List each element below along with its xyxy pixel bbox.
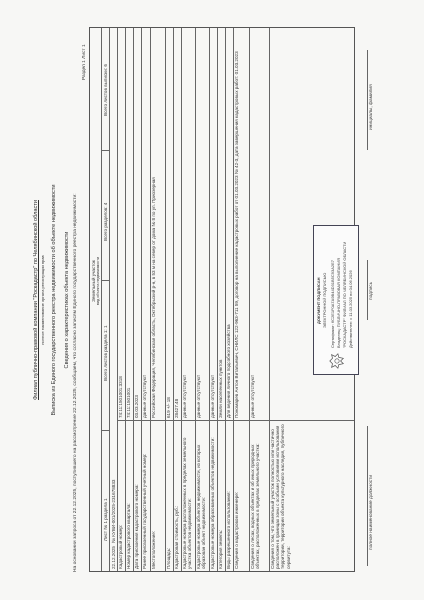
stamp-validity: Действителен: с 11.03.2025 по 04.06.2026 xyxy=(348,270,353,348)
stamp-owner-cont: "РОСКАДАСТР" ФИЛИАЛ ПО ЧЕЛЯБИНСКОЙ ОБЛАСТИ xyxy=(342,241,347,348)
sheet-number: Лист № 1 раздела 1 xyxy=(103,498,108,541)
field-label: Кадастровая стоимость, руб.: xyxy=(174,505,179,569)
field-label: Сведения о лесах, водных объектах и об иных природных объектах, расположенных в пределах земельного участка: xyxy=(250,443,261,569)
field-label: Кадастровые номера расположенных в пределах земельного участка объектов недвижимости: xyxy=(182,437,193,569)
stamp-title: ДОКУМЕНТ ПОДПИСАН xyxy=(316,277,321,324)
total-sheets: Всего листов выписки: 6 xyxy=(103,64,108,116)
stamp-certificate: Сертификат: 6C2E1F0A7A9B44D31B5C93A2E7 xyxy=(330,259,335,348)
org-caption: полное наименование органа регистрации прав xyxy=(40,255,45,345)
extract-number: № КУВИ-001/2025-231678833 xyxy=(111,479,116,543)
org-name: Филиал публично-правовой компании "Роскадастр" по Челябинской области xyxy=(33,200,39,400)
document-subtitle: Сведения о характеристиках объекта недвижимости xyxy=(64,231,70,369)
field-label: Дата присвоения кадастрового номера: xyxy=(134,484,139,569)
field-value: Российская Федерация, Челябинская область, Октябрьский р-н, в 53 м на север от дома № 8 по ул. Приозерная xyxy=(151,177,156,418)
field-label: Номер кадастрового квартала: xyxy=(126,503,131,569)
position-caption: полное наименование должности xyxy=(369,474,374,550)
field-value: данные отсутствуют xyxy=(210,374,215,418)
field-value: данные отсутствуют xyxy=(182,374,187,418)
field-value: Пономарев Антон Витальевич, СНИЛС 122-963-711 59, договор на выполнение кадастровых работ от 01.03.2023 № 42-3, дата завершения кадастровых работ: 01.03.2023 xyxy=(234,51,239,418)
field-label: Площадь: xyxy=(166,547,171,569)
field-label: Виды разрешенного использования: xyxy=(226,491,231,569)
field-value: 28427.48 xyxy=(174,398,179,418)
coat-of-arms-icon xyxy=(328,352,346,370)
initials-caption: инициалы, фамилия xyxy=(369,84,374,130)
field-value: 619 +/- 18 xyxy=(166,397,171,418)
field-value: данные отсутствуют xyxy=(196,374,201,418)
field-label: Сведения о том, что земельный участок полностью или частично расположен в границах зоны с особыми условиями использования территории, территории объекта культурного наследия, публичного сервитута: xyxy=(270,424,291,569)
field-value: Для ведения личного подсобного хозяйства xyxy=(226,324,231,418)
extract-date: 22.12.2025 xyxy=(111,546,116,569)
section-label: Раздел 1 Лист 1 xyxy=(82,44,87,80)
field-label: Местоположение: xyxy=(151,530,156,569)
rotated-document xyxy=(27,20,397,580)
field-label: Сведения о кадастровом инженере: xyxy=(234,491,239,569)
total-sections: Всего разделов: 4 xyxy=(103,202,108,241)
field-label: Кадастровые номера объектов недвижимости, из которых образован объект недвижимости: xyxy=(196,444,207,569)
field-value: 03.03.2023 xyxy=(134,395,139,418)
object-type: Земельный участок xyxy=(91,260,96,302)
field-label: Категория земель: xyxy=(218,529,223,569)
section-sheets: Всего листов раздела 1: 1 xyxy=(103,325,108,381)
stamp-owner: Владелец: ПУБЛИЧНО-ПРАВОВАЯ КОМПАНИЯ xyxy=(336,258,341,348)
field-value: Земли населенных пунктов xyxy=(218,359,223,418)
document-title: Выписка из Единого государственного реестра недвижимости об объекте недвижимости xyxy=(51,184,57,416)
field-label: Кадастровые номера образованных объектов недвижимости: xyxy=(210,437,215,569)
field-value: данные отсутствуют xyxy=(250,374,255,418)
object-type-caption: вид объекта недвижимости xyxy=(96,256,100,306)
field-value: 74:11:1501001:3318 xyxy=(118,376,123,418)
field-label: Ранее присвоенный государственный учетный номер: xyxy=(142,453,147,569)
field-label: Кадастровый номер: xyxy=(118,524,123,569)
field-value: 74:11:1501001 xyxy=(126,387,131,418)
request-basis: На основании запроса от 22.12.2025, поступившего на рассмотрение 22.12.2025, сообщаем, что согласно записям Единого государственного реестра недвижимости: xyxy=(73,193,78,572)
e-signature-stamp xyxy=(313,225,359,375)
field-value: данные отсутствуют xyxy=(142,374,147,418)
stamp-subtitle: ЭЛЕКТРОННОЙ ПОДПИСЬЮ xyxy=(322,272,327,328)
signature-caption: подпись xyxy=(369,281,374,300)
